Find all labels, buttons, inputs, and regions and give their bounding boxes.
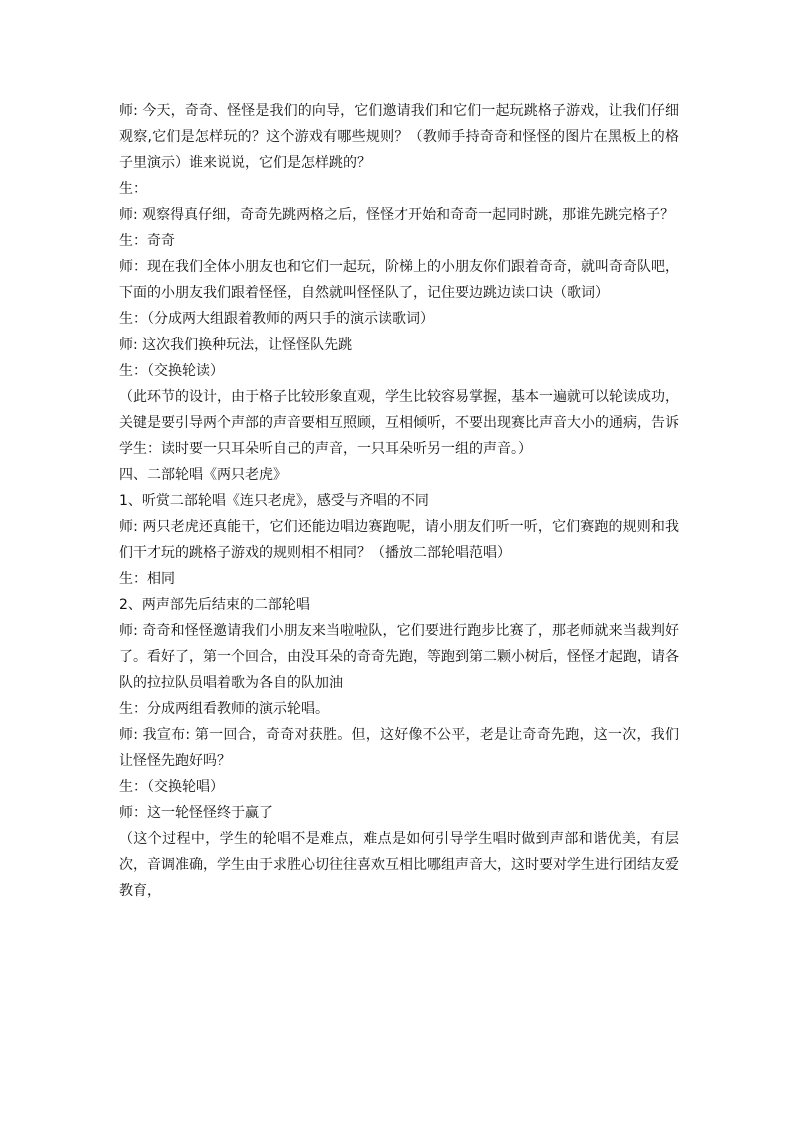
subsection-heading: 2、两声部先后结束的二部轮唱 (119, 597, 310, 613)
paragraph: 生：（交换轮读） (119, 363, 224, 379)
paragraph: 生：（交换轮唱） (119, 779, 224, 795)
paragraph: 生：（分成两大组跟着教师的两只手的演示读歌词） (119, 311, 434, 327)
paragraph: （此环节的设计，由于格子比较形象直观，学生比较容易掌握，基本一遍就可以轮读成功，关键是要引导两个声部的声音要相互照顾，互相倾听，不要出现赛比声音大小的通病，告诉学生：读时要一只耳朵听自己的声音，一只耳朵听另一组的声音。） (119, 389, 679, 457)
section-heading: 四、二部轮唱《两只老虎》 (119, 467, 287, 483)
paragraph: 生：相同 (119, 571, 175, 587)
paragraph: 师: 这次我们换种玩法，让怪怪队先跳 (119, 337, 353, 353)
paragraph: 师：这一轮怪怪终于赢了 (119, 805, 273, 821)
paragraph: 生： (119, 181, 147, 197)
paragraph: 师：现在我们全体小朋友也和它们一起玩，阶梯上的小朋友你们跟着奇奇，就叫奇奇队吧，下面的小朋友我们跟着怪怪，自然就叫怪怪队了，记住要边跳边读口诀（歌词） (119, 259, 679, 301)
paragraph: 师: 今天，奇奇、怪怪是我们的向导，它们邀请我们和它们一起玩跳格子游戏，让我们仔细观察,它们是怎样玩的？这个游戏有哪些规则？（教师手持奇奇和怪怪的图片在黑板上的格子里演示）谁来说说，它们是怎样跳的？ (119, 103, 679, 171)
document-body (119, 98, 679, 904)
subsection-heading: 1、听赏二部轮唱《连只老虎》，感受与齐唱的不同 (119, 493, 429, 509)
paragraph: 生：分成两组看教师的演示轮唱。 (119, 701, 329, 717)
paragraph: 师: 我宣布: 第一回合，奇奇对获胜。但，这好像不公平，老是让奇奇先跑，这一次，我们让怪怪先跑好吗？ (119, 727, 679, 769)
paragraph: 生：奇奇 (119, 233, 175, 249)
paragraph: 师: 观察得真仔细，奇奇先跳两格之后，怪怪才开始和奇奇一起同时跳，那谁先跳完格子？ (119, 207, 675, 223)
paragraph: （这个过程中，学生的轮唱不是难点，难点是如何引导学生唱时做到声部和谐优美，有层次，音调准确，学生由于求胜心切往往喜欢互相比哪组声音大，这时要对学生进行团结友爱教育， (119, 831, 679, 899)
paragraph: 师: 两只老虎还真能干，它们还能边唱边赛跑呢，请小朋友们听一听，它们赛跑的规则和我们干才玩的跳格子游戏的规则相不相同？（播放二部轮唱范唱） (119, 519, 679, 561)
paragraph: 师: 奇奇和怪怪邀请我们小朋友来当啦啦队，它们要进行跑步比赛了，那老师就来当裁判好了。看好了，第一个回合，由没耳朵的奇奇先跑，等跑到第二颗小树后，怪怪才起跑，请各队的拉拉队员唱着歌为各自的队加油 (119, 623, 679, 691)
